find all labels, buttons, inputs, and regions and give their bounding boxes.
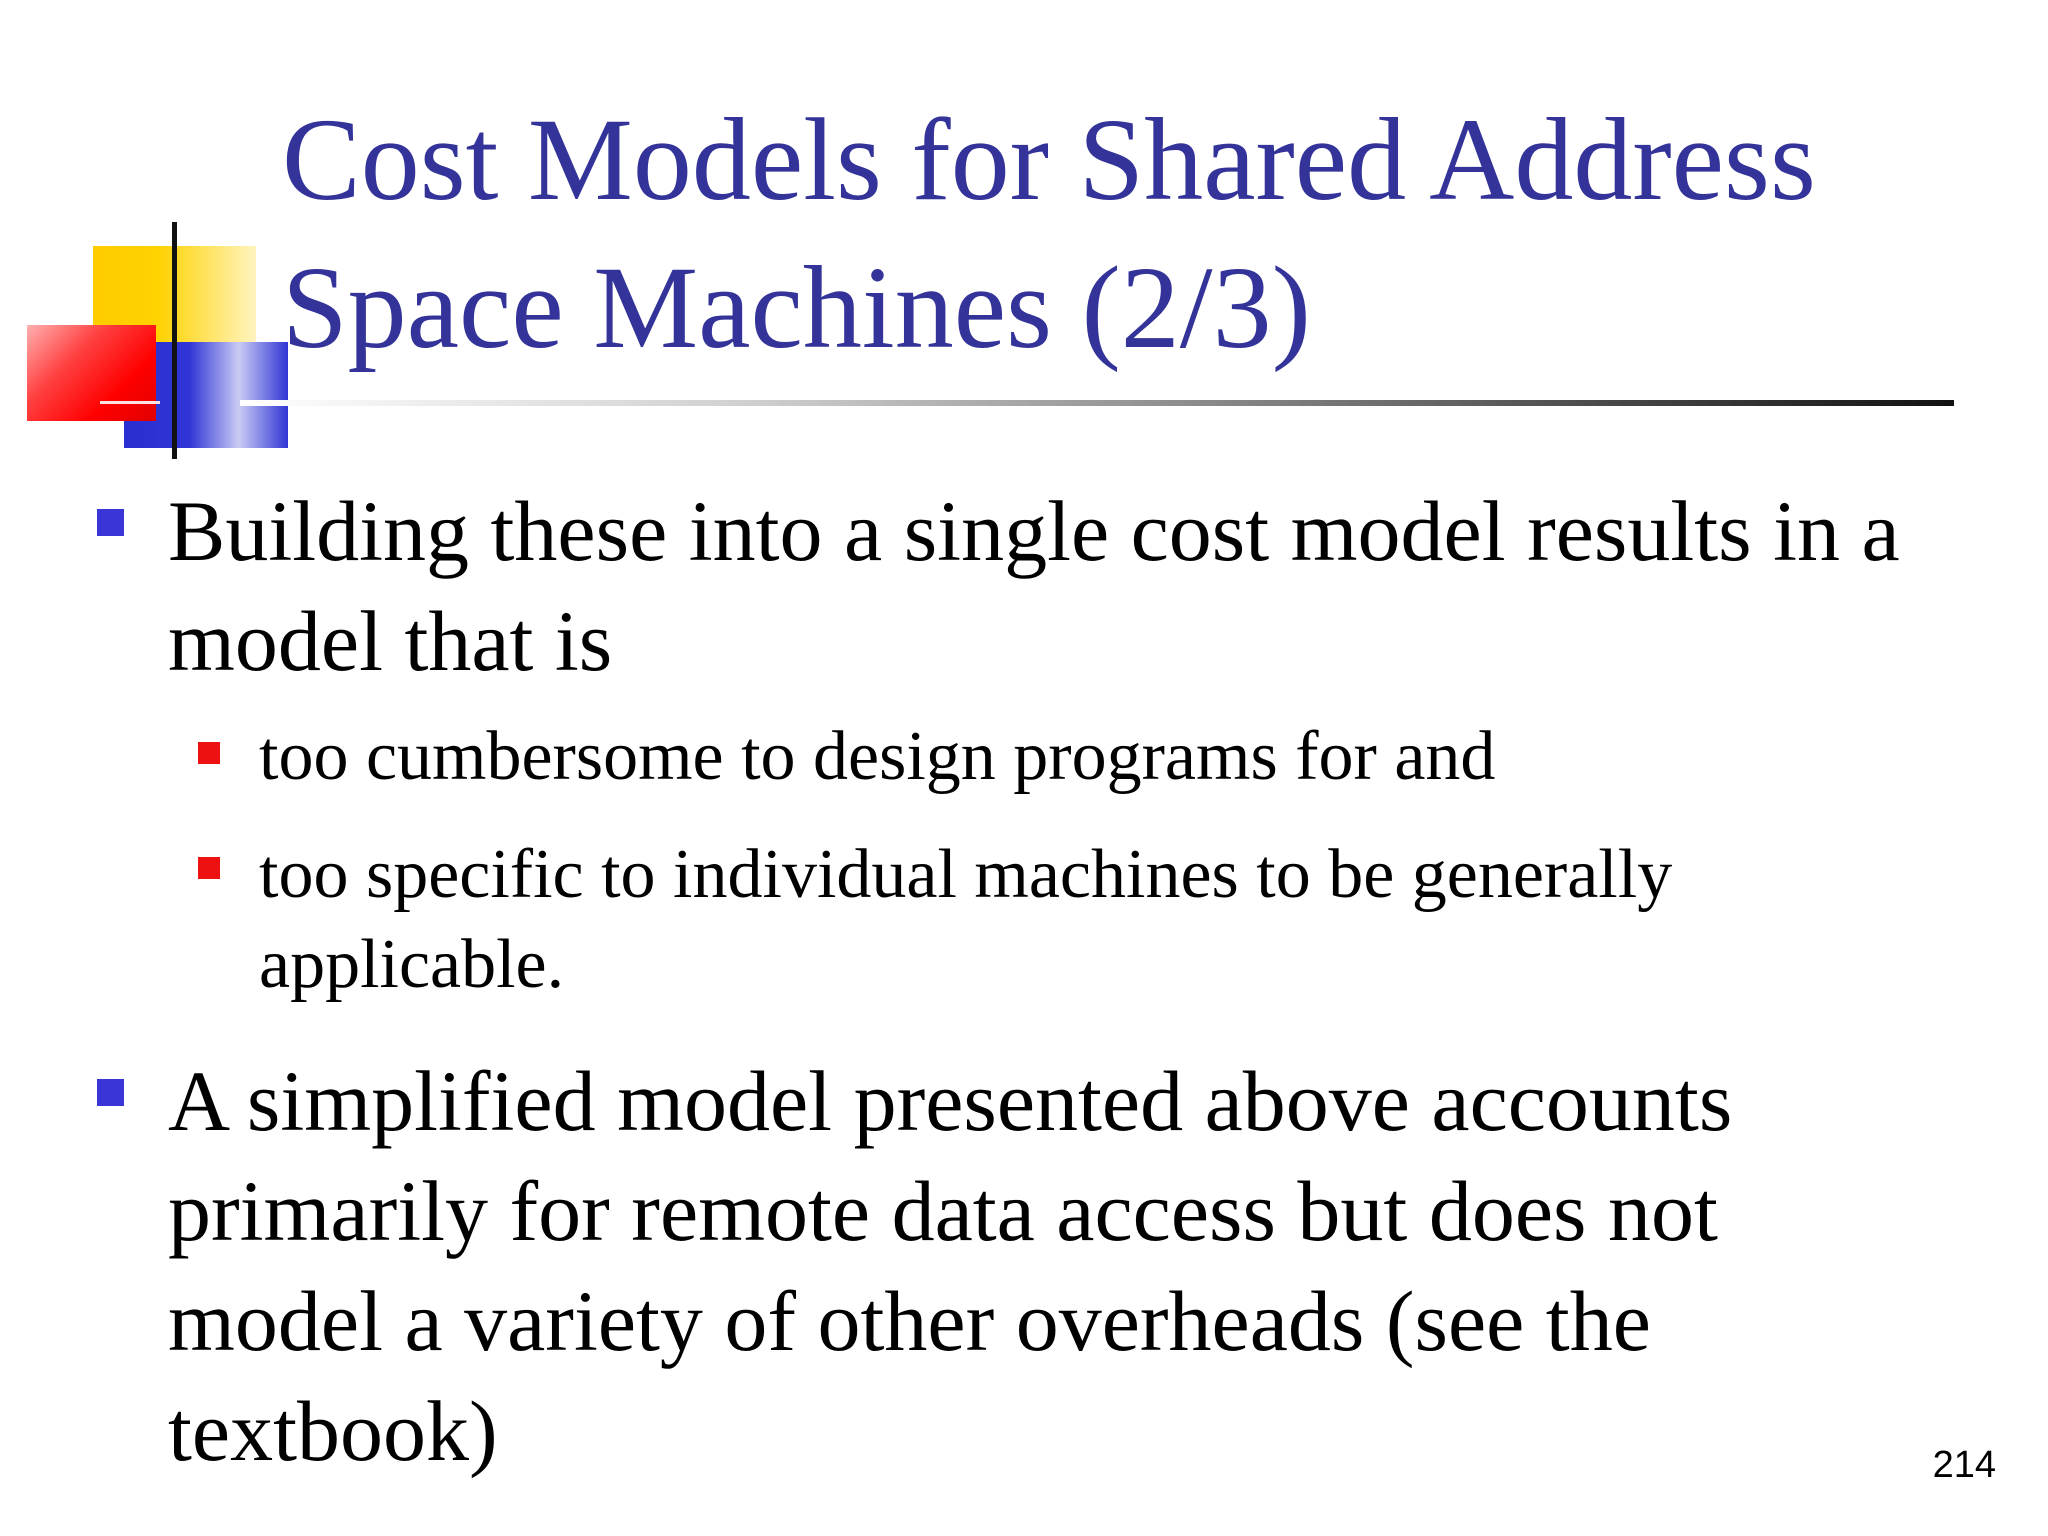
sub-bullet-square-icon	[198, 742, 220, 764]
sub-bullet-item-1: too cumbersome to design programs for and	[259, 718, 1496, 795]
bullet-item-2: A simplified model presented above accounts primarily for remote data access but does not model a variety of other overheads (see the textbook)	[168, 1053, 1733, 1479]
bullet-square-icon	[97, 509, 124, 536]
red-square-icon	[27, 325, 156, 421]
logo-accent-line	[100, 401, 160, 404]
sub-bullet-item-2: too specific to individual machines to be generally applicable.	[259, 836, 1673, 1003]
page-number: 214	[1932, 1444, 1996, 1486]
slide-title: Cost Models for Shared Address Space Machines (2/3)	[282, 94, 1816, 373]
bullet-square-icon	[97, 1079, 124, 1106]
logo-vertical-line	[172, 222, 177, 459]
bullet-item-1: Building these into a single cost model results in a model that is	[168, 483, 1900, 689]
sub-bullet-square-icon	[198, 857, 220, 879]
title-underline-rule	[240, 400, 1954, 406]
